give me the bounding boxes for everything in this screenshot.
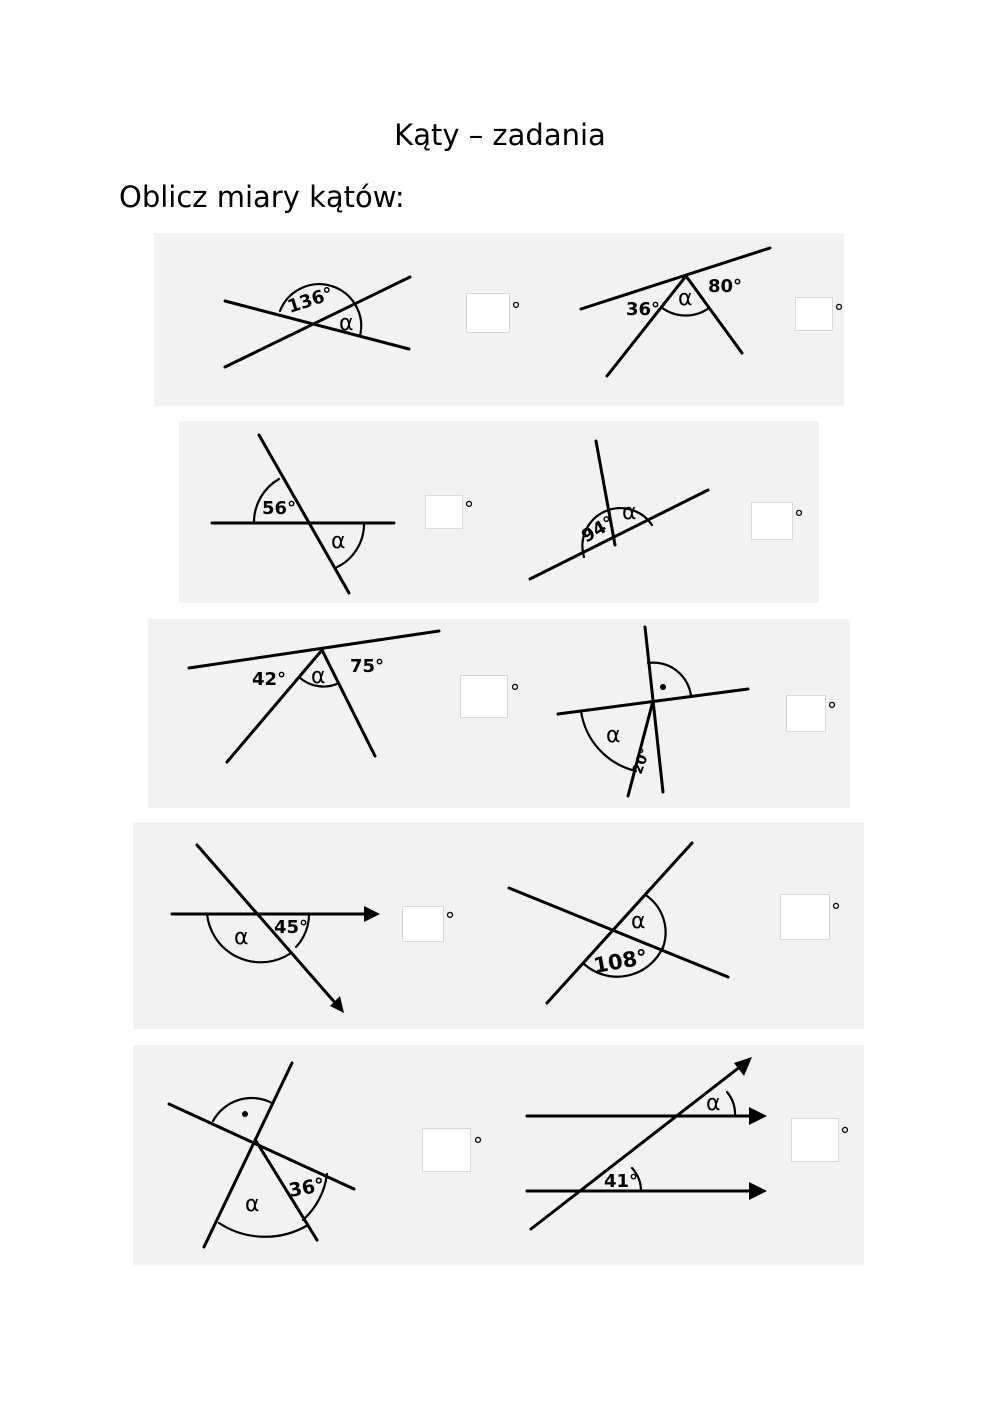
alpha-label: α <box>678 286 693 311</box>
alpha-label: α <box>331 529 346 554</box>
alpha-label: α <box>631 909 646 934</box>
figure-exercise-8 <box>509 843 728 1003</box>
figure-exercise-6 <box>558 627 748 796</box>
figure-exercise-9 <box>169 1063 354 1247</box>
degree-mark: ° <box>511 298 521 322</box>
degree-mark: ° <box>473 1133 483 1157</box>
given-angle-label: 42° <box>252 669 287 690</box>
given-angle-label: 94° <box>578 512 618 548</box>
answer-box-exercise-2[interactable] <box>795 297 833 331</box>
figure-exercise-7 <box>172 845 380 1013</box>
alpha-label: α <box>706 1091 721 1116</box>
figure-exercise-2 <box>581 248 770 376</box>
given-angle-label: 20° <box>629 746 654 777</box>
given-angle-label: 80° <box>708 276 743 297</box>
answer-box-exercise-7[interactable] <box>402 906 444 942</box>
degree-mark: ° <box>827 698 837 722</box>
answer-box-exercise-8[interactable] <box>780 894 830 940</box>
given-angle-label: 45° <box>274 917 309 938</box>
answer-box-exercise-9[interactable] <box>422 1128 471 1172</box>
given-angle-label: 41° <box>604 1171 639 1192</box>
degree-mark: ° <box>464 497 474 521</box>
figure-exercise-5 <box>189 631 439 762</box>
alpha-label: α <box>311 664 326 689</box>
given-angle-label: 36° <box>626 299 661 320</box>
answer-box-exercise-3[interactable] <box>425 495 463 529</box>
instruction-text: Oblicz miary kątów: <box>119 180 405 214</box>
degree-mark: ° <box>445 908 455 932</box>
alpha-label: α <box>245 1192 260 1217</box>
given-angle-label: 56° <box>262 498 297 519</box>
alpha-label: α <box>622 500 637 525</box>
figure-exercise-3 <box>212 435 394 593</box>
degree-mark: ° <box>831 899 841 923</box>
figure-exercise-1 <box>225 277 410 367</box>
answer-box-exercise-6[interactable] <box>786 695 826 732</box>
alpha-label: α <box>339 311 354 336</box>
answer-box-exercise-5[interactable] <box>460 675 508 718</box>
figure-exercise-10 <box>527 1057 767 1229</box>
answer-box-exercise-10[interactable] <box>791 1118 839 1162</box>
given-angle-label: 36° <box>287 1174 327 1202</box>
given-angle-label: 136° <box>285 283 336 318</box>
degree-mark: ° <box>834 300 844 324</box>
given-angle-label: 108° <box>591 944 650 978</box>
answer-box-exercise-1[interactable] <box>466 293 510 333</box>
alpha-label: α <box>606 723 621 748</box>
alpha-label: α <box>234 925 249 950</box>
degree-mark: ° <box>510 680 520 704</box>
figure-exercise-4 <box>530 441 708 579</box>
degree-mark: ° <box>840 1123 850 1147</box>
answer-box-exercise-4[interactable] <box>751 502 793 540</box>
degree-mark: ° <box>794 506 804 530</box>
given-angle-label: 75° <box>350 656 385 677</box>
page-title: Kąty – zadania <box>394 118 606 152</box>
